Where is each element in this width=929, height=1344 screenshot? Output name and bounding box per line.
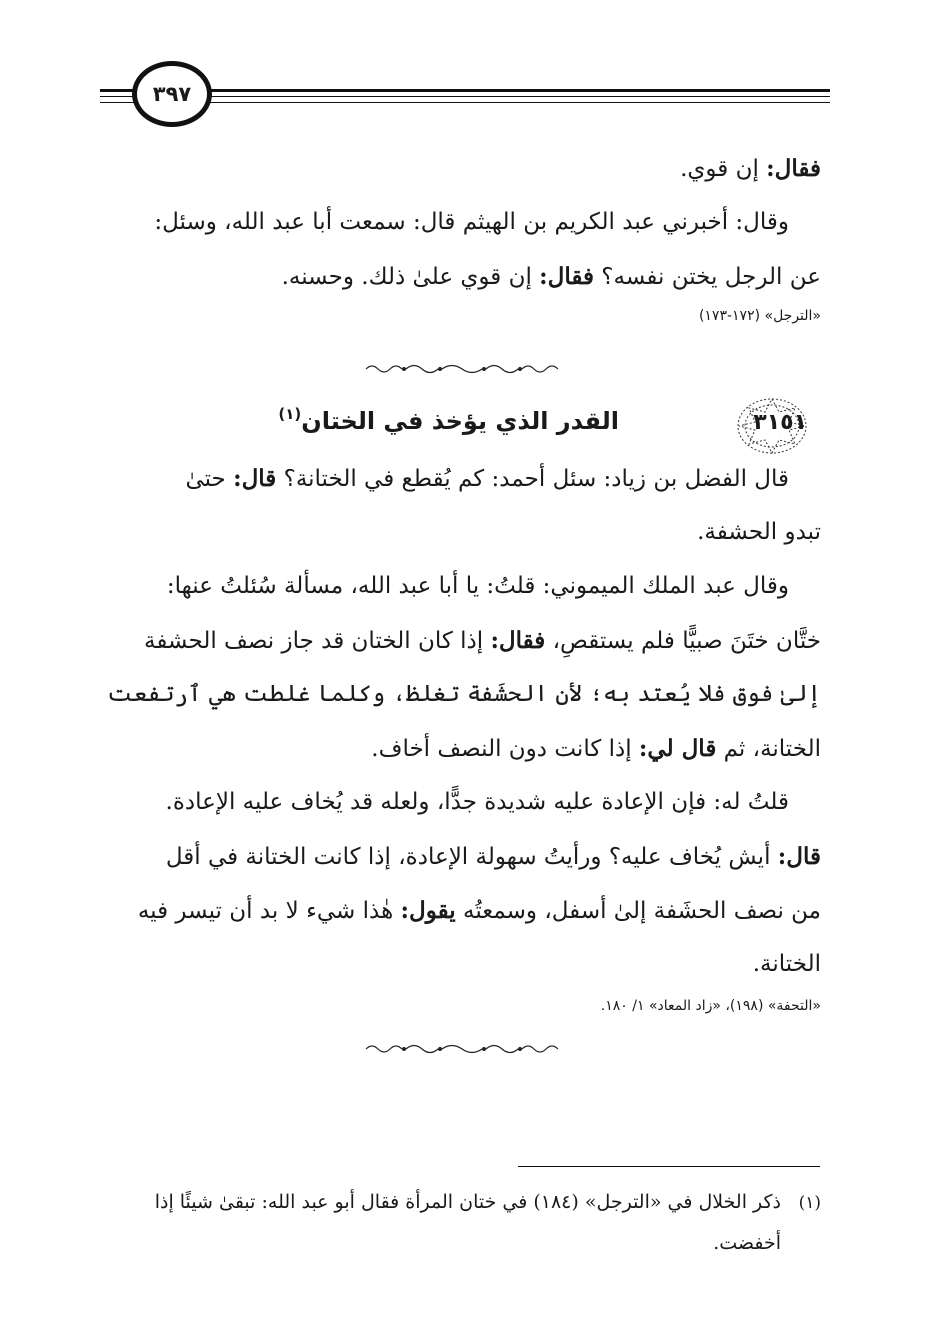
text-span: قال الفضل بن زياد: سئل أحمد: كم يُقطع في الختانة؟ <box>276 466 789 492</box>
text-span: إن قوي. <box>680 156 767 182</box>
text-span: الختانة. <box>752 951 821 977</box>
section-number: ٣١٥١ <box>753 410 807 435</box>
speaker-label: يقول: <box>400 897 456 924</box>
footnote-number: (١) <box>798 1193 821 1213</box>
text-line <box>144 627 821 654</box>
speaker-label: فقال: <box>539 263 594 290</box>
text-span: إلىٰ فوق فلا يُعتد به؛ لأن الحشَفة تغلظ، وكلما غلطت هي ٱرتفعت <box>107 681 821 707</box>
ornament-divider-icon <box>362 362 562 376</box>
text-span: هٰذا شيء لا بد أن تيسر فيه <box>137 898 401 924</box>
speaker-label: قال: <box>233 465 277 492</box>
text-line <box>154 209 821 235</box>
text-span: قلتُ له: فإن الإعادة عليه شديدة جدًّا، ولعله قد يُخاف عليه الإعادة. <box>165 789 789 815</box>
text-span: حتىٰ <box>185 466 234 492</box>
text-line <box>185 465 821 492</box>
footnote-text: أخفضت. <box>713 1232 781 1254</box>
text-line <box>138 897 821 924</box>
section-title-text: القدر الذي يؤخذ في الختان <box>301 407 619 435</box>
text-span: إذا كانت دون النصف أخاف. <box>371 736 639 762</box>
text-line <box>166 789 821 815</box>
text-span: تبدو الحشفة. <box>697 519 821 545</box>
source-reference: «التحفة» (١٩٨)، «زاد المعاد» ١/ ١٨٠. <box>600 998 821 1014</box>
footnote-text: ذكر الخلال في «الترجل» (١٨٤) في ختان المرأة فقال أبو عبد الله: تبقىٰ شيئًا إذا <box>154 1191 781 1213</box>
text-line <box>107 681 821 707</box>
text-span: إن قوي علىٰ ذلك. وحسنه. <box>281 264 540 290</box>
text-span: إذا كان الختان قد جاز نصف الحشفة <box>144 628 491 654</box>
page-number: ٣٩٧ <box>152 82 192 106</box>
text-span: ختَّان ختَنَ صبيًّا فلم يستقصِ، <box>545 628 821 654</box>
text-span: الختانة، ثم <box>716 736 821 762</box>
speaker-label: فقال: <box>766 155 821 182</box>
source-reference: «الترجل» (١٧٢-١٧٣) <box>698 308 821 324</box>
speaker-label: فقال: <box>490 627 546 654</box>
text-line <box>282 263 821 290</box>
text-line <box>680 155 821 182</box>
speaker-label: قال لي: <box>638 735 717 762</box>
text-line <box>371 735 821 762</box>
footnote-divider <box>518 1166 820 1167</box>
text-span: وقال: أخبرني عبد الكريم بن الهيثم قال: سمعت أبا عبد الله، وسئل: <box>154 209 789 235</box>
text-span: وقال عبد الملك الميموني: قلتُ: يا أبا عبد الله، مسألة سُئلتُ عنها: <box>166 573 789 599</box>
speaker-label: قال: <box>777 843 821 870</box>
ornament-divider-icon <box>362 1042 562 1056</box>
text-span: عن الرجل يختن نفسه؟ <box>594 264 821 290</box>
text-line <box>166 843 821 870</box>
text-line <box>167 573 821 599</box>
text-line <box>753 951 821 977</box>
footnote <box>101 1182 821 1263</box>
text-span: من نصف الحشَفة إلىٰ أسفل، وسمعتُه <box>455 898 821 924</box>
footnote-marker: (١) <box>278 405 302 423</box>
text-span: أيش يُخاف عليه؟ ورأيتُ سهولة الإعادة، إذا كانت الختانة في أقل <box>165 844 778 870</box>
page-number-badge <box>132 61 212 127</box>
page-header <box>100 62 830 132</box>
text-line <box>697 519 821 545</box>
section-title <box>278 405 619 435</box>
